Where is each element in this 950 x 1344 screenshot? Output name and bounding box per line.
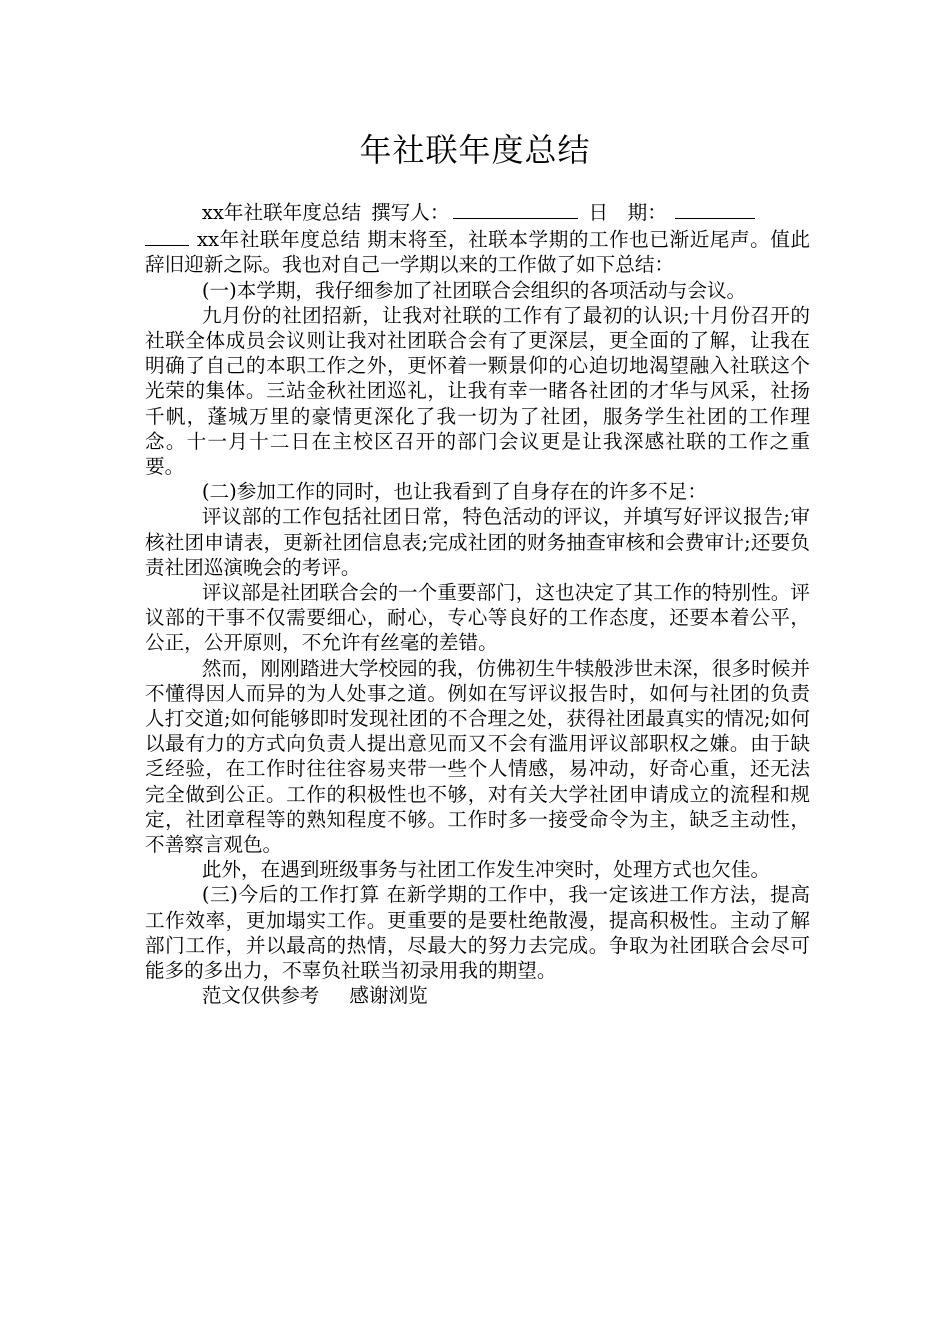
doc-name: xx年社联年度总结	[201, 201, 362, 224]
author-blank-field	[453, 198, 578, 219]
paragraph-8: (三)今后的工作打算 在新学期的工作中，我一定该进工作方法，提高工作效率，更加塌实工作。更重要的是要杜绝散漫，提高积极性。主动了解部门工作，并以最高的热情，尽最大的努力去完成。争取为社团联合会尽可能多的多出力，不辜负社联当初录用我的期望。	[145, 883, 810, 983]
paragraph-5: 评议部是社团联合会的一个重要部门，这也决定了其工作的特别性。评议部的干事不仅需要细心，耐心，专心等良好的工作态度，还要本着公平，公正，公开原则，不允许有丝毫的差错。	[145, 581, 810, 655]
paragraph-7: 此外，在遇到班级事务与社团工作发生冲突时，处理方式也欠佳。	[201, 858, 771, 882]
intro-text: xx年社联年度总结 期末将至，社联本学期的工作也已渐近尾声。值此辞旧迎新之际。我也对自己一学期以来的工作做了如下总结：	[145, 228, 810, 277]
date-blank-field	[675, 198, 755, 219]
footer-thanks: 感谢浏览	[349, 984, 428, 1008]
document-header-line	[145, 198, 810, 225]
date-blank-continuation	[145, 225, 189, 246]
footer-note: 范文仅供参考	[201, 984, 320, 1008]
paragraph-4: 评议部的工作包括社团日常，特色活动的评议，并填写好评议报告;审核社团申请表，更新社团信息表;完成社团的财务抽查审核和会费审计;还要负责社团巡演晚会的考评。	[145, 505, 810, 579]
author-label: 撰写人：	[371, 201, 450, 224]
paragraph-3: (二)参加工作的同时，也让我看到了自身存在的许多不足：	[201, 480, 707, 504]
paragraph-2: 九月份的社团招新，让我对社联的工作有了最初的认识;十月份召开的社联全体成员会议则让我对社团联合会有了更深层，更全面的了解，让我在明确了自己的本职工作之外，更怀着一颗景仰的心迫切地渴望融入社联这个光荣的集体。三站金秋社团巡礼，让我有幸一睹各社团的才华与风采，社扬千帆，蓬城万里的豪情更深化了我一切为了社团，服务学生社团的工作理念。十一月十二日在主校区召开的部门会议更是让我深感社联的工作之重要。	[145, 303, 810, 479]
footer-line	[145, 983, 810, 1008]
paragraph-1: (一)本学期，我仔细参加了社团联合会组织的各项活动与会议。	[201, 278, 747, 302]
document-body	[145, 198, 810, 1009]
intro-paragraph	[145, 225, 810, 277]
paragraph-6: 然而，刚刚踏进大学校园的我，仿佛初生牛犊般涉世未深，很多时候并不懂得因人而异的为人处事之道。例如在写评议报告时，如何与社团的负责人打交道;如何能够即时发现社团的不合理之处，获得社团最真实的情况;如何以最有力的方式向负责人提出意见而又不会有滥用评议部职权之嫌。由于缺乏经验，在工作时往往容易夹带一些个人情感，易冲动，好奇心重，还无法完全做到公正。工作的积极性也不够，对有关大学社团申请成立的流程和规定，社团章程等的熟知程度不够。工作时多一接受命令为主，缺乏主动性，不善察言观色。	[145, 656, 810, 857]
document-title: 年社联年度总结	[359, 131, 591, 169]
date-label: 日 期：	[588, 201, 667, 224]
